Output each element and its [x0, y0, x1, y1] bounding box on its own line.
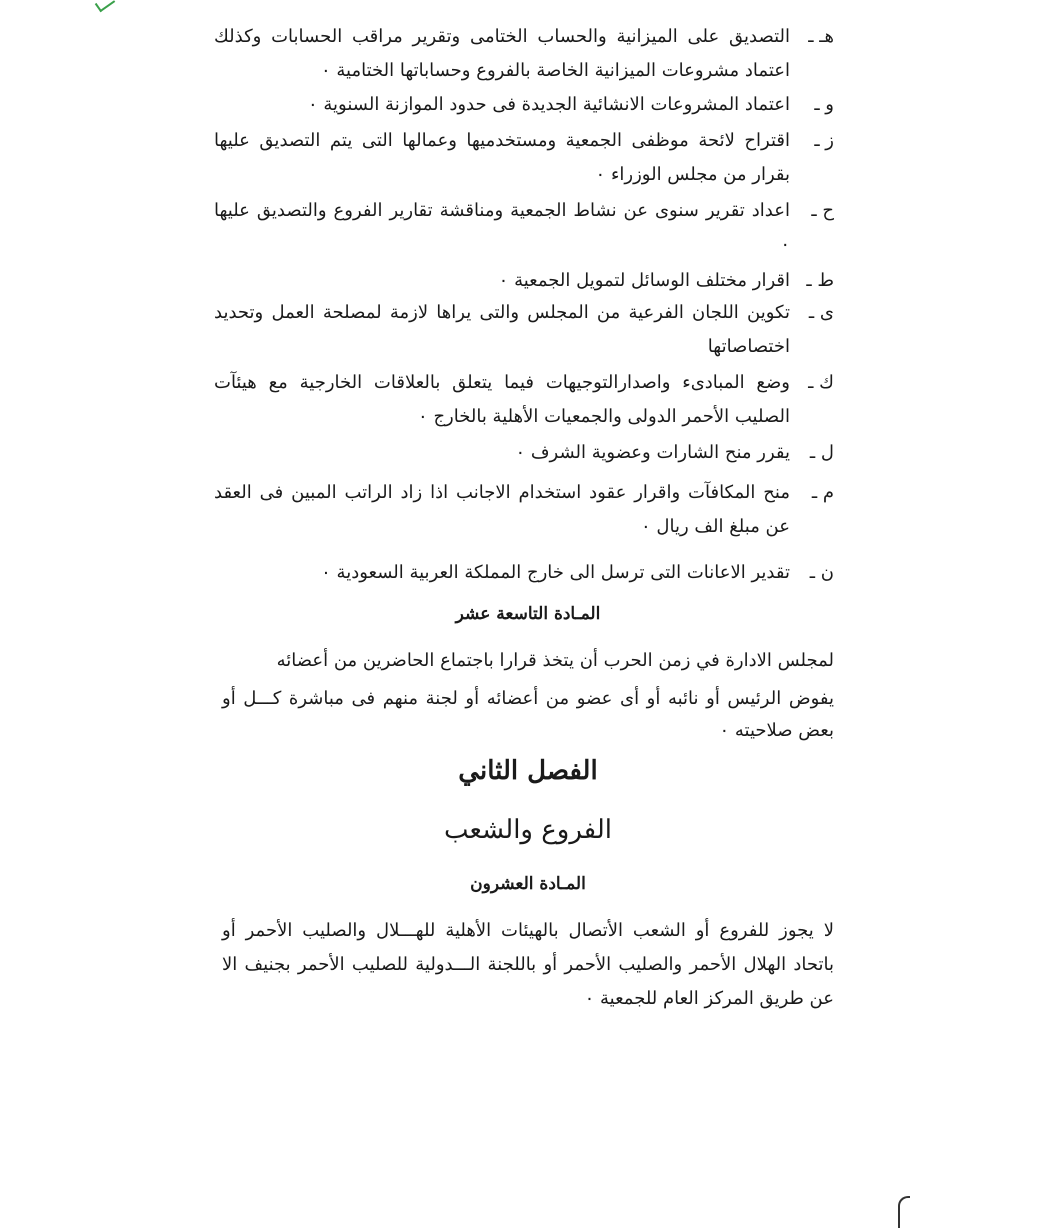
item-marker: ح ـ	[811, 200, 834, 221]
item-text: اعتماد المشروعات الانشائية الجديدة فى حدود الموازنة السنوية ٠	[308, 94, 790, 115]
item-marker: م ـ	[811, 482, 834, 503]
item-marker: و ـ	[814, 94, 834, 115]
item-marker: ل ـ	[809, 442, 834, 463]
page-edge-mark	[898, 1196, 910, 1228]
item-text: التصديق على الميزانية والحساب الختامى وتقرير مراقب الحسابات وكذلك اعتماد مشروعات الميزانية الخاصة بالفروع وحساباتها الختامية ٠	[214, 26, 790, 81]
item-text: اقرار مختلف الوسائل لتمويل الجمعية ٠	[498, 270, 790, 291]
item-text: يقرر منح الشارات وعضوية الشرف ٠	[515, 442, 790, 463]
list-item	[214, 124, 834, 192]
item-marker: ك ـ	[808, 372, 834, 393]
list-item	[214, 194, 834, 262]
item-marker: ن ـ	[809, 562, 834, 583]
item-marker: ز ـ	[814, 130, 834, 151]
item-text: اعداد تقرير سنوى عن نشاط الجمعية ومناقشة تقارير الفروع والتصديق عليها ٠	[214, 200, 790, 255]
article-19-line-2: يفوض الرئيس أو نائبه أو أى عضو من أعضائه أو لجنة منهم فى مباشرة كـــل أو بعض صلاحيته ٠	[222, 688, 834, 741]
list-item	[214, 88, 834, 122]
list-item	[214, 476, 834, 544]
corner-mark-icon	[95, 0, 115, 12]
item-text: اقتراح لائحة موظفى الجمعية ومستخدميها وعمالها التى يتم التصديق عليها بقرار من مجلس الوزراء ٠	[214, 130, 790, 185]
item-text: تكوين اللجان الفرعية من المجلس والتى يراها لازمة لمصلحة العمل وتحديد اختصاصاتها	[214, 302, 790, 357]
item-text: وضع المبادىء واصدارالتوجيهات فيما يتعلق بالعلاقات الخارجية مع هيئآت الصليب الأحمر الدولى والجمعيات الأهلية بالخارج ٠	[214, 372, 790, 427]
list-item	[214, 556, 834, 590]
article-19-title: المـادة التاسعة عشر	[455, 604, 601, 624]
chapter-subtitle: الفروع والشعب	[444, 815, 612, 845]
article-20-text: لا يجوز للفروع أو الشعب الأتصال بالهيئات الأهلية للهـــلال والصليب الأحمر أو باتحاد الهلال الأحمر والصليب الأحمر أو باللجنة الـــدولية للصليب الأحمر بجنيف الا عن طريق المركز العام للجمعية ٠	[222, 920, 834, 1009]
article-20-title: المـادة العشرون	[470, 874, 586, 894]
list-item	[214, 436, 834, 470]
article-19-line-1: لمجلس الادارة في زمن الحرب أن يتخذ قرارا باجتماع الحاضرين من أعضائه	[276, 650, 834, 671]
list-item	[214, 264, 834, 298]
list-item	[214, 366, 834, 434]
list-item	[214, 296, 834, 364]
list-item	[214, 20, 834, 88]
chapter-title: الفصل الثاني	[458, 756, 598, 786]
item-marker: ط ـ	[806, 270, 834, 291]
item-text: تقدير الاعانات التى ترسل الى خارج المملكة العربية السعودية ٠	[321, 562, 790, 583]
item-text: منح المكافآت واقرار عقود استخدام الاجانب اذا زاد الراتب المبين فى العقد عن مبلغ الف ريال ٠	[214, 482, 790, 537]
item-marker: هـ ـ	[808, 26, 834, 47]
item-marker: ى ـ	[808, 302, 834, 323]
